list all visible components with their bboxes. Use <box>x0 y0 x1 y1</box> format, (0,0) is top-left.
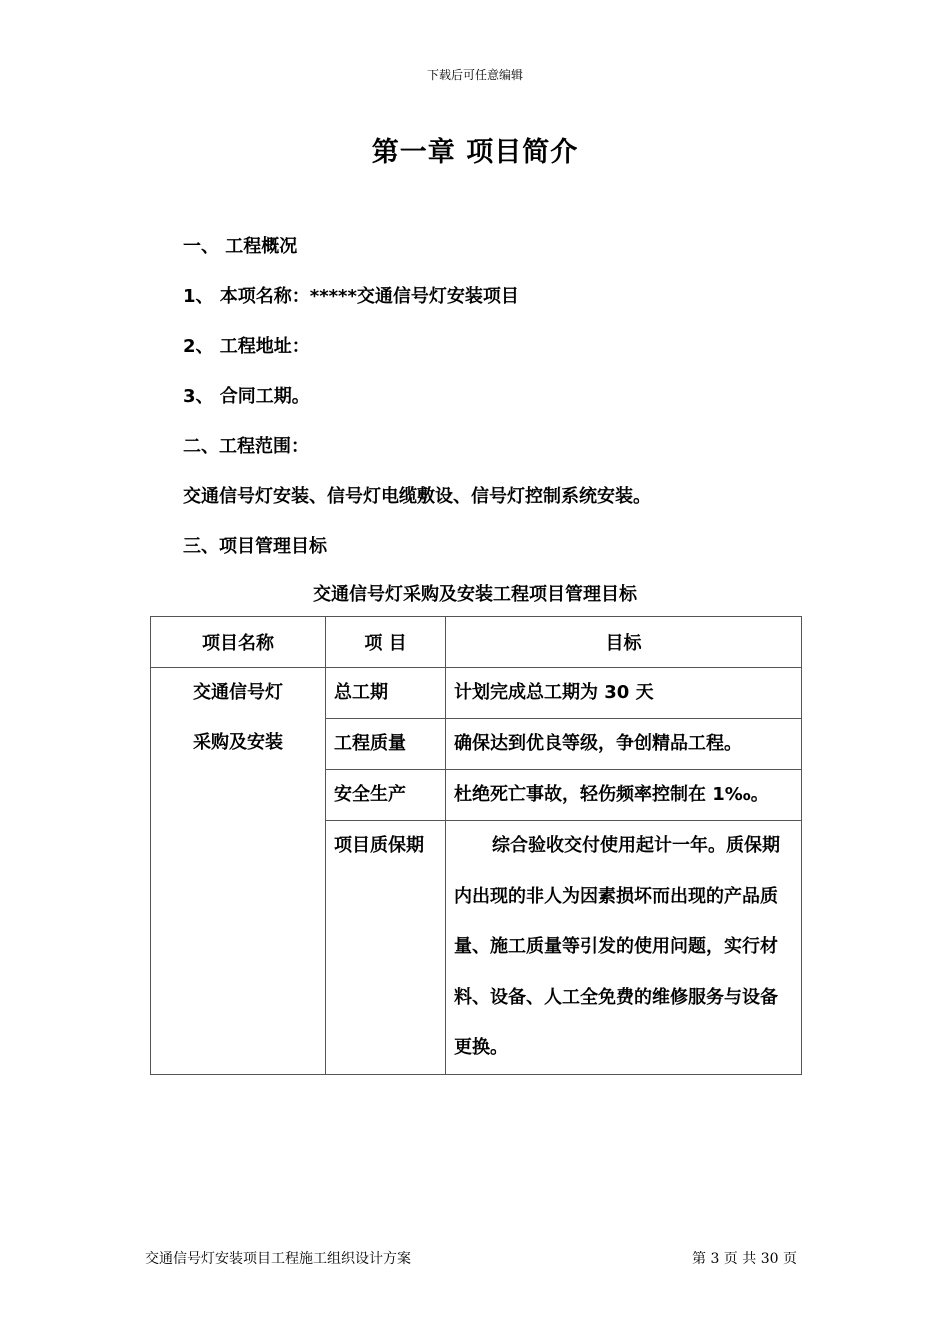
chapter-title: 第一章 项目简介 <box>371 137 579 168</box>
row-target: 杜绝死亡事故，轻伤频率控制在 1‰。 <box>446 770 802 821</box>
row-target: 确保达到优良等级，争创精品工程。 <box>446 719 802 770</box>
scope-body: 交通信号灯安装、信号灯电缆敷设、信号灯控制系统安装。 <box>183 486 651 507</box>
header-target: 目标 <box>446 617 802 668</box>
row-item: 项目质保期 <box>326 821 446 1075</box>
table-row <box>151 668 802 719</box>
footer-page-info: 第 3 页 共 30 页 <box>692 1251 797 1267</box>
section1-heading: 一、 工程概况 <box>183 236 298 257</box>
row-target: 计划完成总工期为 30 天 <box>446 668 802 719</box>
header-item: 项 目 <box>326 617 446 668</box>
footer-doc-title: 交通信号灯安装项目工程施工组织设计方案 <box>145 1251 411 1267</box>
table-header-row <box>151 617 802 668</box>
section3-heading: 三、项目管理目标 <box>183 536 327 557</box>
row-item: 工程质量 <box>326 719 446 770</box>
project-name-cell <box>151 668 326 1075</box>
project-address-line: 2、 工程地址： <box>183 336 310 357</box>
project-name-line2: 采购及安装 <box>193 732 283 753</box>
header-project-name: 项目名称 <box>151 617 326 668</box>
row-item: 总工期 <box>326 668 446 719</box>
project-name-line: 1、 本项名称：*****交通信号灯安装项目 <box>183 286 519 307</box>
section2-heading: 二、工程范围： <box>183 436 309 457</box>
contract-period-line: 3、 合同工期。 <box>183 386 310 407</box>
row-target: 综合验收交付使用起计一年。质保期内出现的非人为因素损坏而出现的产品质量、施工质量等引发的使用问题，实行材料、设备、人工全免费的维修服务与设备更换。 <box>446 821 802 1075</box>
table-caption: 交通信号灯采购及安装工程项目管理目标 <box>313 584 637 605</box>
project-name-line1: 交通信号灯 <box>193 682 283 703</box>
row-item: 安全生产 <box>326 770 446 821</box>
management-goals-table <box>150 616 802 1075</box>
header-note: 下载后可任意编辑 <box>426 68 523 82</box>
